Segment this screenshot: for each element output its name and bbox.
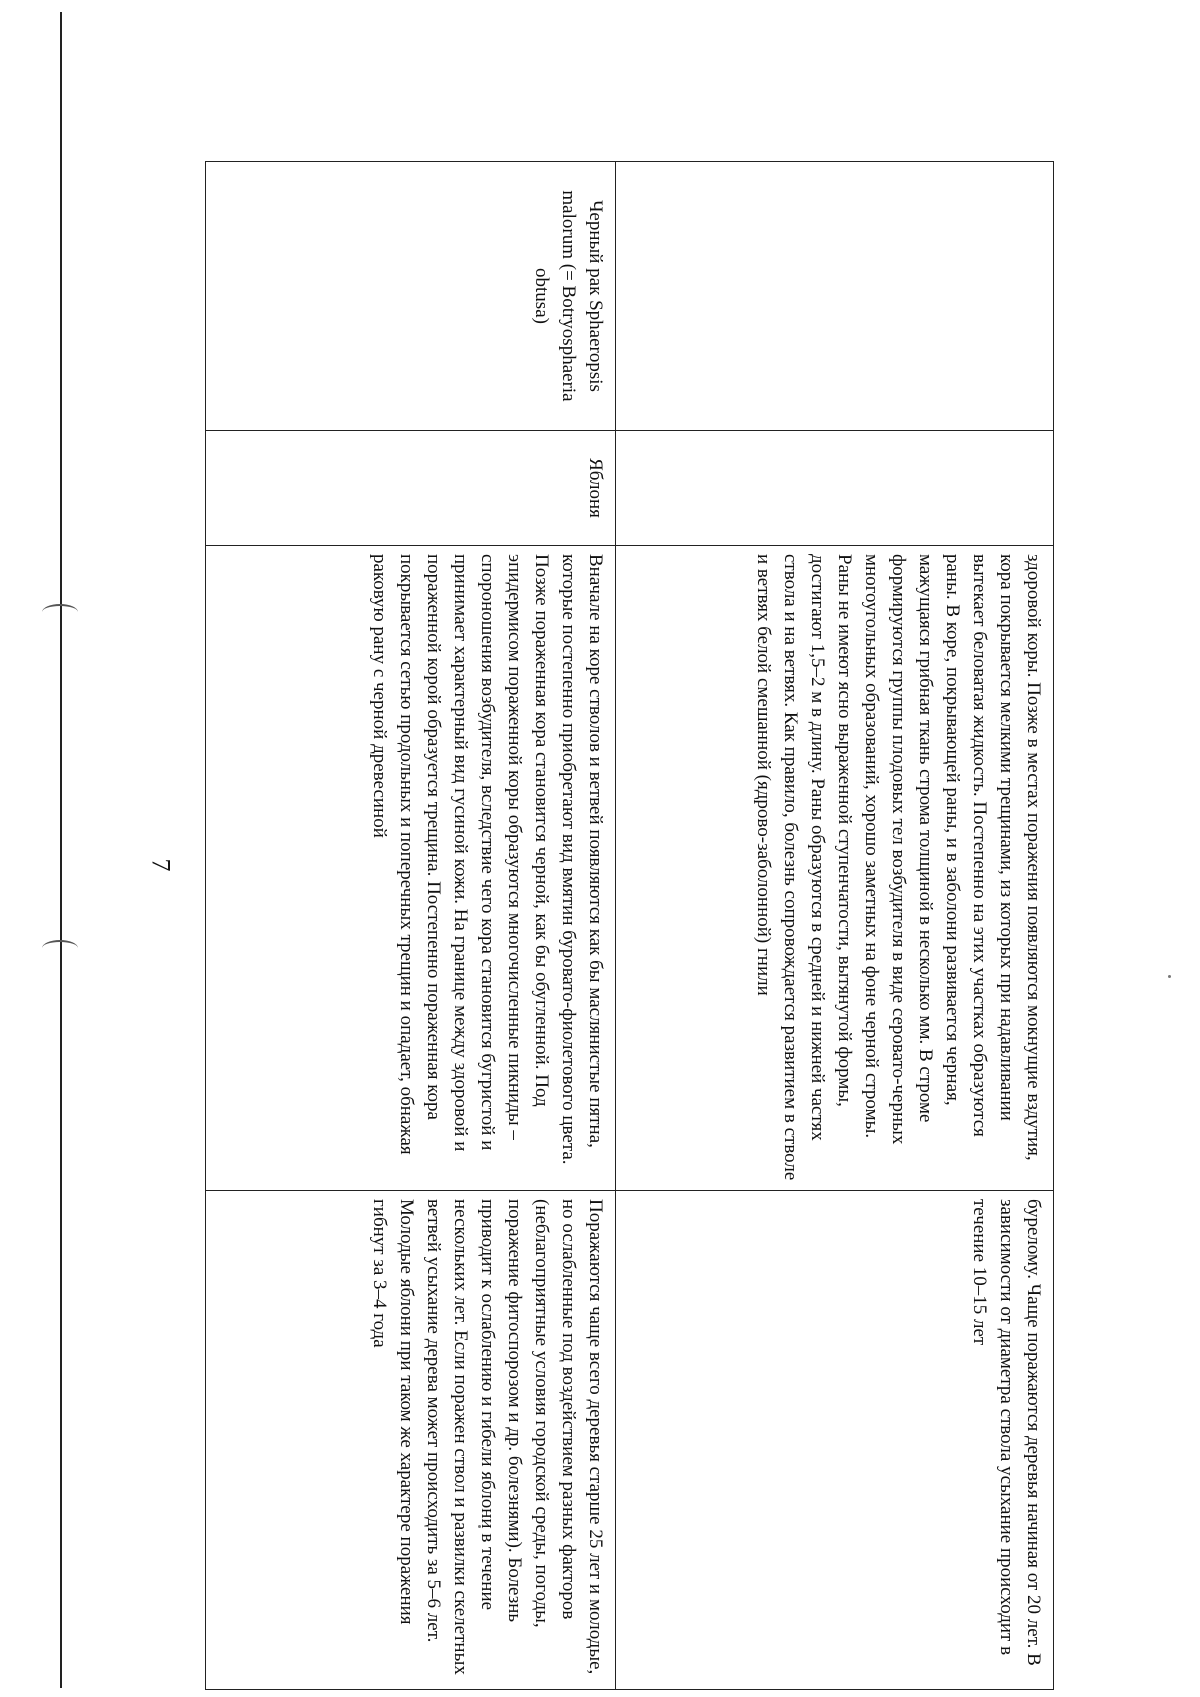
- table-row: [616, 162, 1054, 1690]
- disease-name-cell: [616, 162, 1054, 431]
- page-number: 7: [146, 858, 176, 872]
- development-cell: буреломy. Чаще поражаются деревья начиная от 20 лет. В зависимости от диаметра ствола усыхание происходит в течение 10–15 лет: [616, 1191, 1054, 1690]
- host-plant-cell: Яблоня: [206, 431, 616, 546]
- development-cell: Поражаются чаще всего деревья старше 25 лет и молодые, но ослабленные под воздействием разных факторов (неблагоприятные условия городской среды, погоды, поражение фитоспорозом и др. болезнями). Болезнь приводит к ослаблению и гибели яблони в течение нескольких лет. Если поражен ствол и развилки скелетных ветвей усыхание дерева может происходить за 5–6 лет. Молодые яблони при таком же характере поражения гибнут за 3–4 года: [206, 1191, 616, 1690]
- scan-speck: [1168, 975, 1171, 978]
- binding-margin-line: [60, 12, 62, 1688]
- symptoms-cell: здоровой коры. Позже в местах поражения появляются мокнущие вздутия, кора покрывается мелкими трещинами, из которых при надавливании вытекает беловатая жидкость. Постепенно на этих участках образуются раны. В коре, покрывающей раны, и в заболони развивается черная, мажущаяся грибная ткань строма толщиной в несколько мм. В строме формируются группы плодовых тел возбудителя в виде серовато-черных многоугольных образований, хорошо заметных на фоне черной стромы. Раны не имеют ясно выраженной ступенчатости, вытянутой формы, достигают 1,5–2 м в длину. Раны образуются в средней и нижней частях ствола и на ветвях. Как правило, болезнь сопровождается развитием в стволе и ветвях белой смешанной (ядрово-заболонной) гнили: [616, 546, 1054, 1191]
- disease-name-cell: Черный рак Sphaeropsis malorum (= Botryosphaeria obtusa): [206, 162, 616, 431]
- disease-table: [205, 161, 1054, 1690]
- punch-hole-mark: [42, 940, 78, 956]
- host-plant-cell: [616, 431, 1054, 546]
- symptoms-cell: Вначале на коре стволов и ветвей появляются как бы маслянистые пятна, которые постепенно приобретают вид вмятин буровато-фиолетового цвета. Позже пораженная кора становится черной, как бы обугленной. Под эпидермисом пораженной коры образуются многочисленные пикниды – спороношения возбудителя, вследствие чего кора становится бугристой и принимает характерный вид гусиной кожи. На границе между здоровой и пораженной корой образуется трещина. Постепенно пораженная кора покрывается сетью продольных и поперечных трещин и опадает, обнажая раковую рану с черной древесиной: [206, 546, 616, 1191]
- table-row: [206, 162, 616, 1690]
- rotated-table-container: [206, 161, 1054, 1690]
- punch-hole-mark: [42, 604, 78, 620]
